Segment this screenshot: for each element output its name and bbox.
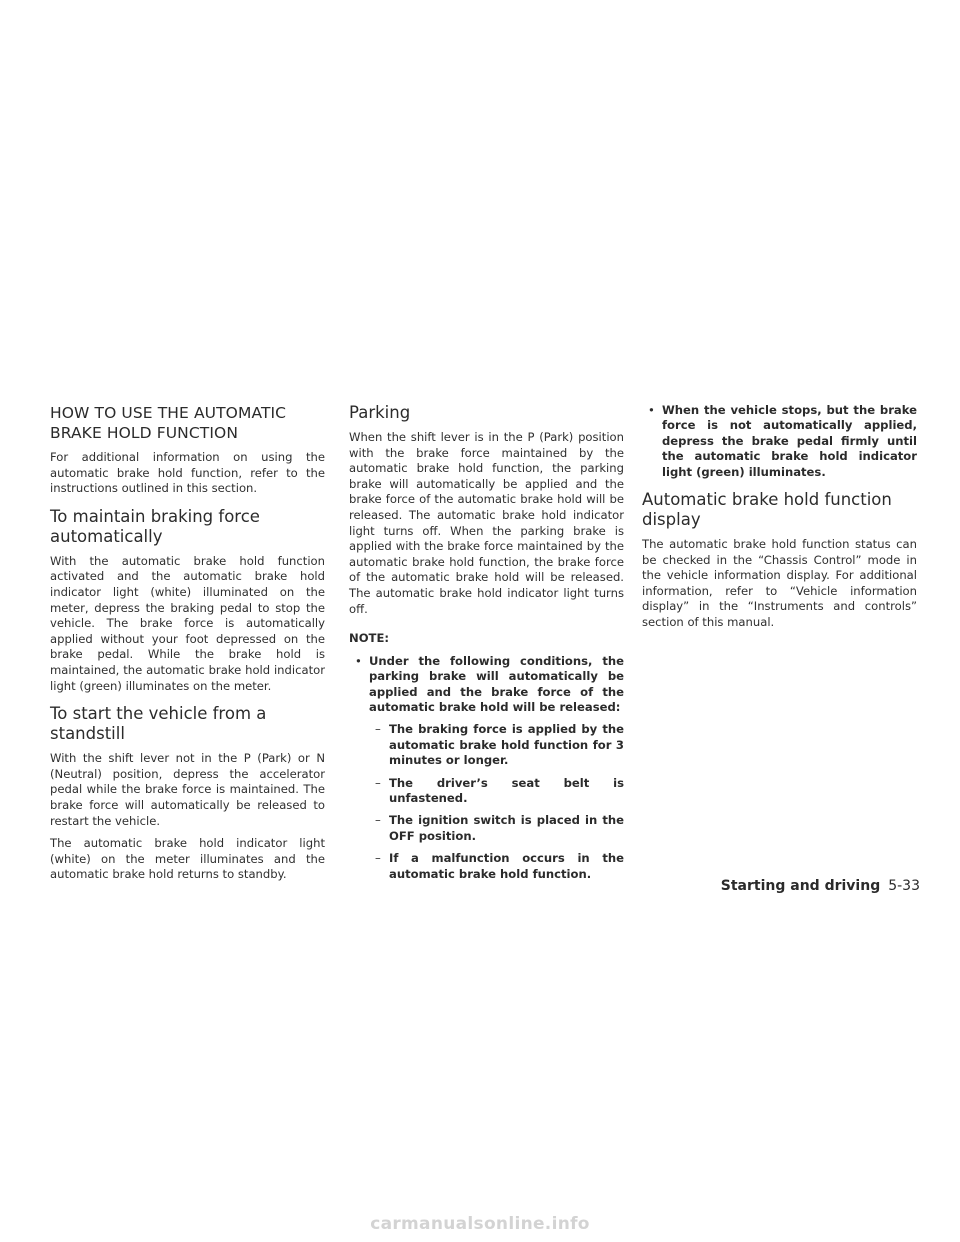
intro-paragraph: For additional information on using the automatic brake hold function, refer to the instructions outlined in this section. xyxy=(50,450,325,496)
condition-item: – The ignition switch is placed in the OFF position. xyxy=(375,813,624,843)
start-paragraph-1: With the shift lever not in the P (Park) or N (Neutral) position, depress the accelerator pedal while the brake force is maintained. The brake force will automatically be released to restart the vehicle. xyxy=(50,751,325,828)
column-middle xyxy=(349,403,624,882)
page-number: 5-33 xyxy=(888,878,920,894)
heading-brake-hold-display: Automatic brake hold function display xyxy=(642,490,892,530)
note-label: NOTE: xyxy=(349,631,390,646)
start-paragraph-2: The automatic brake hold indicator light (white) on the meter illuminates and the automatic brake hold returns to standby. xyxy=(50,836,325,882)
dash-mark: – xyxy=(375,775,381,790)
vehicle-stops-bullet: • When the vehicle stops, but the brake force is not automatically applied, depress the brake pedal firmly until the automatic brake hold indicator light (green) illuminates. xyxy=(648,403,917,479)
condition-item: – The braking force is applied by the automatic brake hold function for 3 minutes or longer. xyxy=(375,722,624,768)
page-footer xyxy=(721,877,920,895)
chapter-title: Starting and driving xyxy=(720,878,881,894)
note-bullet: • Under the following conditions, the parking brake will automatically be applied and the brake force of the automatic brake hold will be released: xyxy=(355,653,624,714)
display-paragraph: The automatic brake hold function status can be checked in the “Chassis Control” mode in the vehicle information display. For additional information, refer to “Vehicle information display” in the “Instruments and controls” section of this manual. xyxy=(642,537,917,629)
heading-start-from-standstill: To start the vehicle from a standstill xyxy=(50,704,267,744)
heading-parking: Parking xyxy=(349,403,411,422)
heading-maintain-braking-force: To maintain braking force automatically xyxy=(50,506,260,546)
watermark-text: carmanualsonline.info xyxy=(370,1214,590,1234)
dash-mark: – xyxy=(375,722,381,737)
maintain-paragraph: With the automatic brake hold function activated and the automatic brake hold indicator light (white) illuminated on the meter, depress the braking pedal to stop the vehicle. The brake force is automatically applied without your foot depressed on the brake pedal. While the brake hold is maintained, the automatic brake hold indicator light (green) illuminates on the meter. xyxy=(50,553,325,693)
parking-paragraph: When the shift lever is in the P (Park) position with the brake force maintained by the automatic brake hold function, the parking brake will automatically be applied and the brake force of the automatic brake hold will be released. The automatic brake hold indicator light turns off. When the parking brake is applied with the brake force maintained by the automatic brake hold function, the brake force of the automatic brake hold will be released. The automatic brake hold indicator light turns off. xyxy=(349,430,624,616)
dash-mark: – xyxy=(375,813,381,828)
dash-mark: – xyxy=(375,851,381,866)
bullet-mark: • xyxy=(355,653,362,668)
condition-item: – The driver’s seat belt is unfastened. xyxy=(375,775,624,805)
column-left xyxy=(50,403,325,883)
section-title: HOW TO USE THE AUTOMATIC BRAKE HOLD FUNCTION xyxy=(50,404,287,442)
bullet-mark: • xyxy=(648,403,655,417)
column-right xyxy=(642,403,917,631)
condition-item: – If a malfunction occurs in the automatic brake hold function. xyxy=(375,851,624,881)
